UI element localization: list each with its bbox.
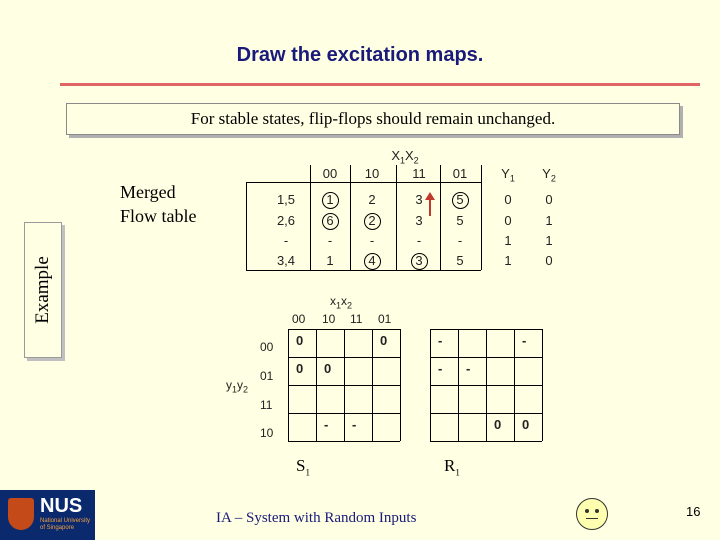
r1-map-grid-line xyxy=(430,413,542,414)
r1-map-cell: - xyxy=(522,333,527,348)
s1-map-cell: - xyxy=(324,417,329,432)
flow-cell: - xyxy=(457,233,463,248)
merged-label-line2: Flow table xyxy=(120,206,197,226)
s1-map-grid-line xyxy=(288,413,400,414)
flow-column-header: 11 xyxy=(412,166,426,181)
flow-cell: 2 xyxy=(368,213,376,228)
kmap-row-var: $y_1y_2$ xyxy=(226,378,249,395)
flow-column-header: 00 xyxy=(322,166,338,181)
s1-map-cell: 0 xyxy=(380,333,388,348)
flow-state-label: 2,6 xyxy=(276,213,296,228)
kmap-row-header: 11 xyxy=(260,398,273,412)
logo-subtext: National University of Singapore xyxy=(40,518,91,531)
page-title: Draw the excitation maps. xyxy=(236,44,484,66)
page-number: 16 xyxy=(686,504,701,519)
flow-cell: 5 xyxy=(456,192,464,207)
s1-map-grid-line xyxy=(372,329,373,441)
s1-label: $S_1$ xyxy=(296,456,310,478)
r1-map-cell: - xyxy=(466,361,471,376)
r1-map-cell: - xyxy=(438,361,443,376)
flow-output-cell: 1 xyxy=(504,253,512,268)
flow-output-header: $Y_2$ xyxy=(542,166,556,184)
r1-map-grid-line xyxy=(430,385,542,386)
flow-input-header: $X_1X_2$ xyxy=(391,148,419,166)
s1-map-cell: 0 xyxy=(296,361,304,376)
flow-cell: 1 xyxy=(326,253,334,268)
flow-state-label: 3,4 xyxy=(276,253,296,268)
flow-cell: 3 xyxy=(415,253,423,268)
kmap-input-header: $x_1x_2$ xyxy=(330,294,353,311)
flow-output-header: $Y_1$ xyxy=(501,166,515,184)
kmap-column-header: 00 xyxy=(292,312,306,326)
r1-map-cell: 0 xyxy=(522,417,530,432)
s1-map-grid-line xyxy=(288,385,400,386)
crest-icon xyxy=(8,498,34,530)
kmap-column-header: 11 xyxy=(350,312,363,326)
flow-cell: - xyxy=(369,233,375,248)
s1-map-cell: - xyxy=(352,417,357,432)
flow-column-header: 10 xyxy=(364,166,380,181)
flow-cell: - xyxy=(416,233,422,248)
r1-label: $R_1$ xyxy=(444,456,460,478)
kmap-row-header: 00 xyxy=(260,340,274,354)
r1-map-cell: - xyxy=(438,333,443,348)
flow-output-cell: 1 xyxy=(504,233,512,248)
flow-output-cell: 1 xyxy=(545,213,553,228)
flow-cell: 1 xyxy=(326,192,334,207)
s1-map-grid-line xyxy=(288,441,400,442)
flow-output-cell: 0 xyxy=(504,213,512,228)
flow-cell: 5 xyxy=(456,253,464,268)
kmap-row-header: 01 xyxy=(260,369,274,383)
merged-label-line1: Merged xyxy=(120,182,176,202)
flow-cell: - xyxy=(327,233,333,248)
banner-text: For stable states, flip-flops should remain unchanged. xyxy=(66,103,680,135)
kmap-column-header: 01 xyxy=(378,312,392,326)
flow-output-cell: 0 xyxy=(545,192,553,207)
footer-text: IA – System with Random Inputs xyxy=(216,510,417,526)
flow-output-cell: 1 xyxy=(545,233,553,248)
nus-logo xyxy=(0,490,95,540)
kmap-row-header: 10 xyxy=(260,426,274,440)
s1-map-cell: 0 xyxy=(296,333,304,348)
kmap-column-header: 10 xyxy=(322,312,336,326)
r1-map-grid-line xyxy=(430,441,542,442)
side-tab-label: Example xyxy=(32,256,53,324)
flow-state-label: 1,5 xyxy=(276,192,296,207)
r1-map-grid-line xyxy=(514,329,515,441)
logo-text: NUS xyxy=(40,495,83,517)
flow-cell: 6 xyxy=(326,213,334,228)
flow-cell: 3 xyxy=(415,213,423,228)
r1-map-cell: 0 xyxy=(494,417,502,432)
flow-cell: 4 xyxy=(368,253,376,268)
flow-state-label: - xyxy=(283,233,289,248)
s1-map-cell: 0 xyxy=(324,361,332,376)
flow-cell: 5 xyxy=(456,213,464,228)
flow-column-header: 01 xyxy=(452,166,468,181)
flow-output-cell: 0 xyxy=(545,253,553,268)
r1-map-grid-line xyxy=(542,329,543,441)
s1-map-grid-line xyxy=(400,329,401,441)
flow-cell: 2 xyxy=(368,192,376,207)
flow-output-cell: 0 xyxy=(504,192,512,207)
smiley-icon xyxy=(576,498,608,530)
flow-cell: 3 xyxy=(415,192,423,207)
